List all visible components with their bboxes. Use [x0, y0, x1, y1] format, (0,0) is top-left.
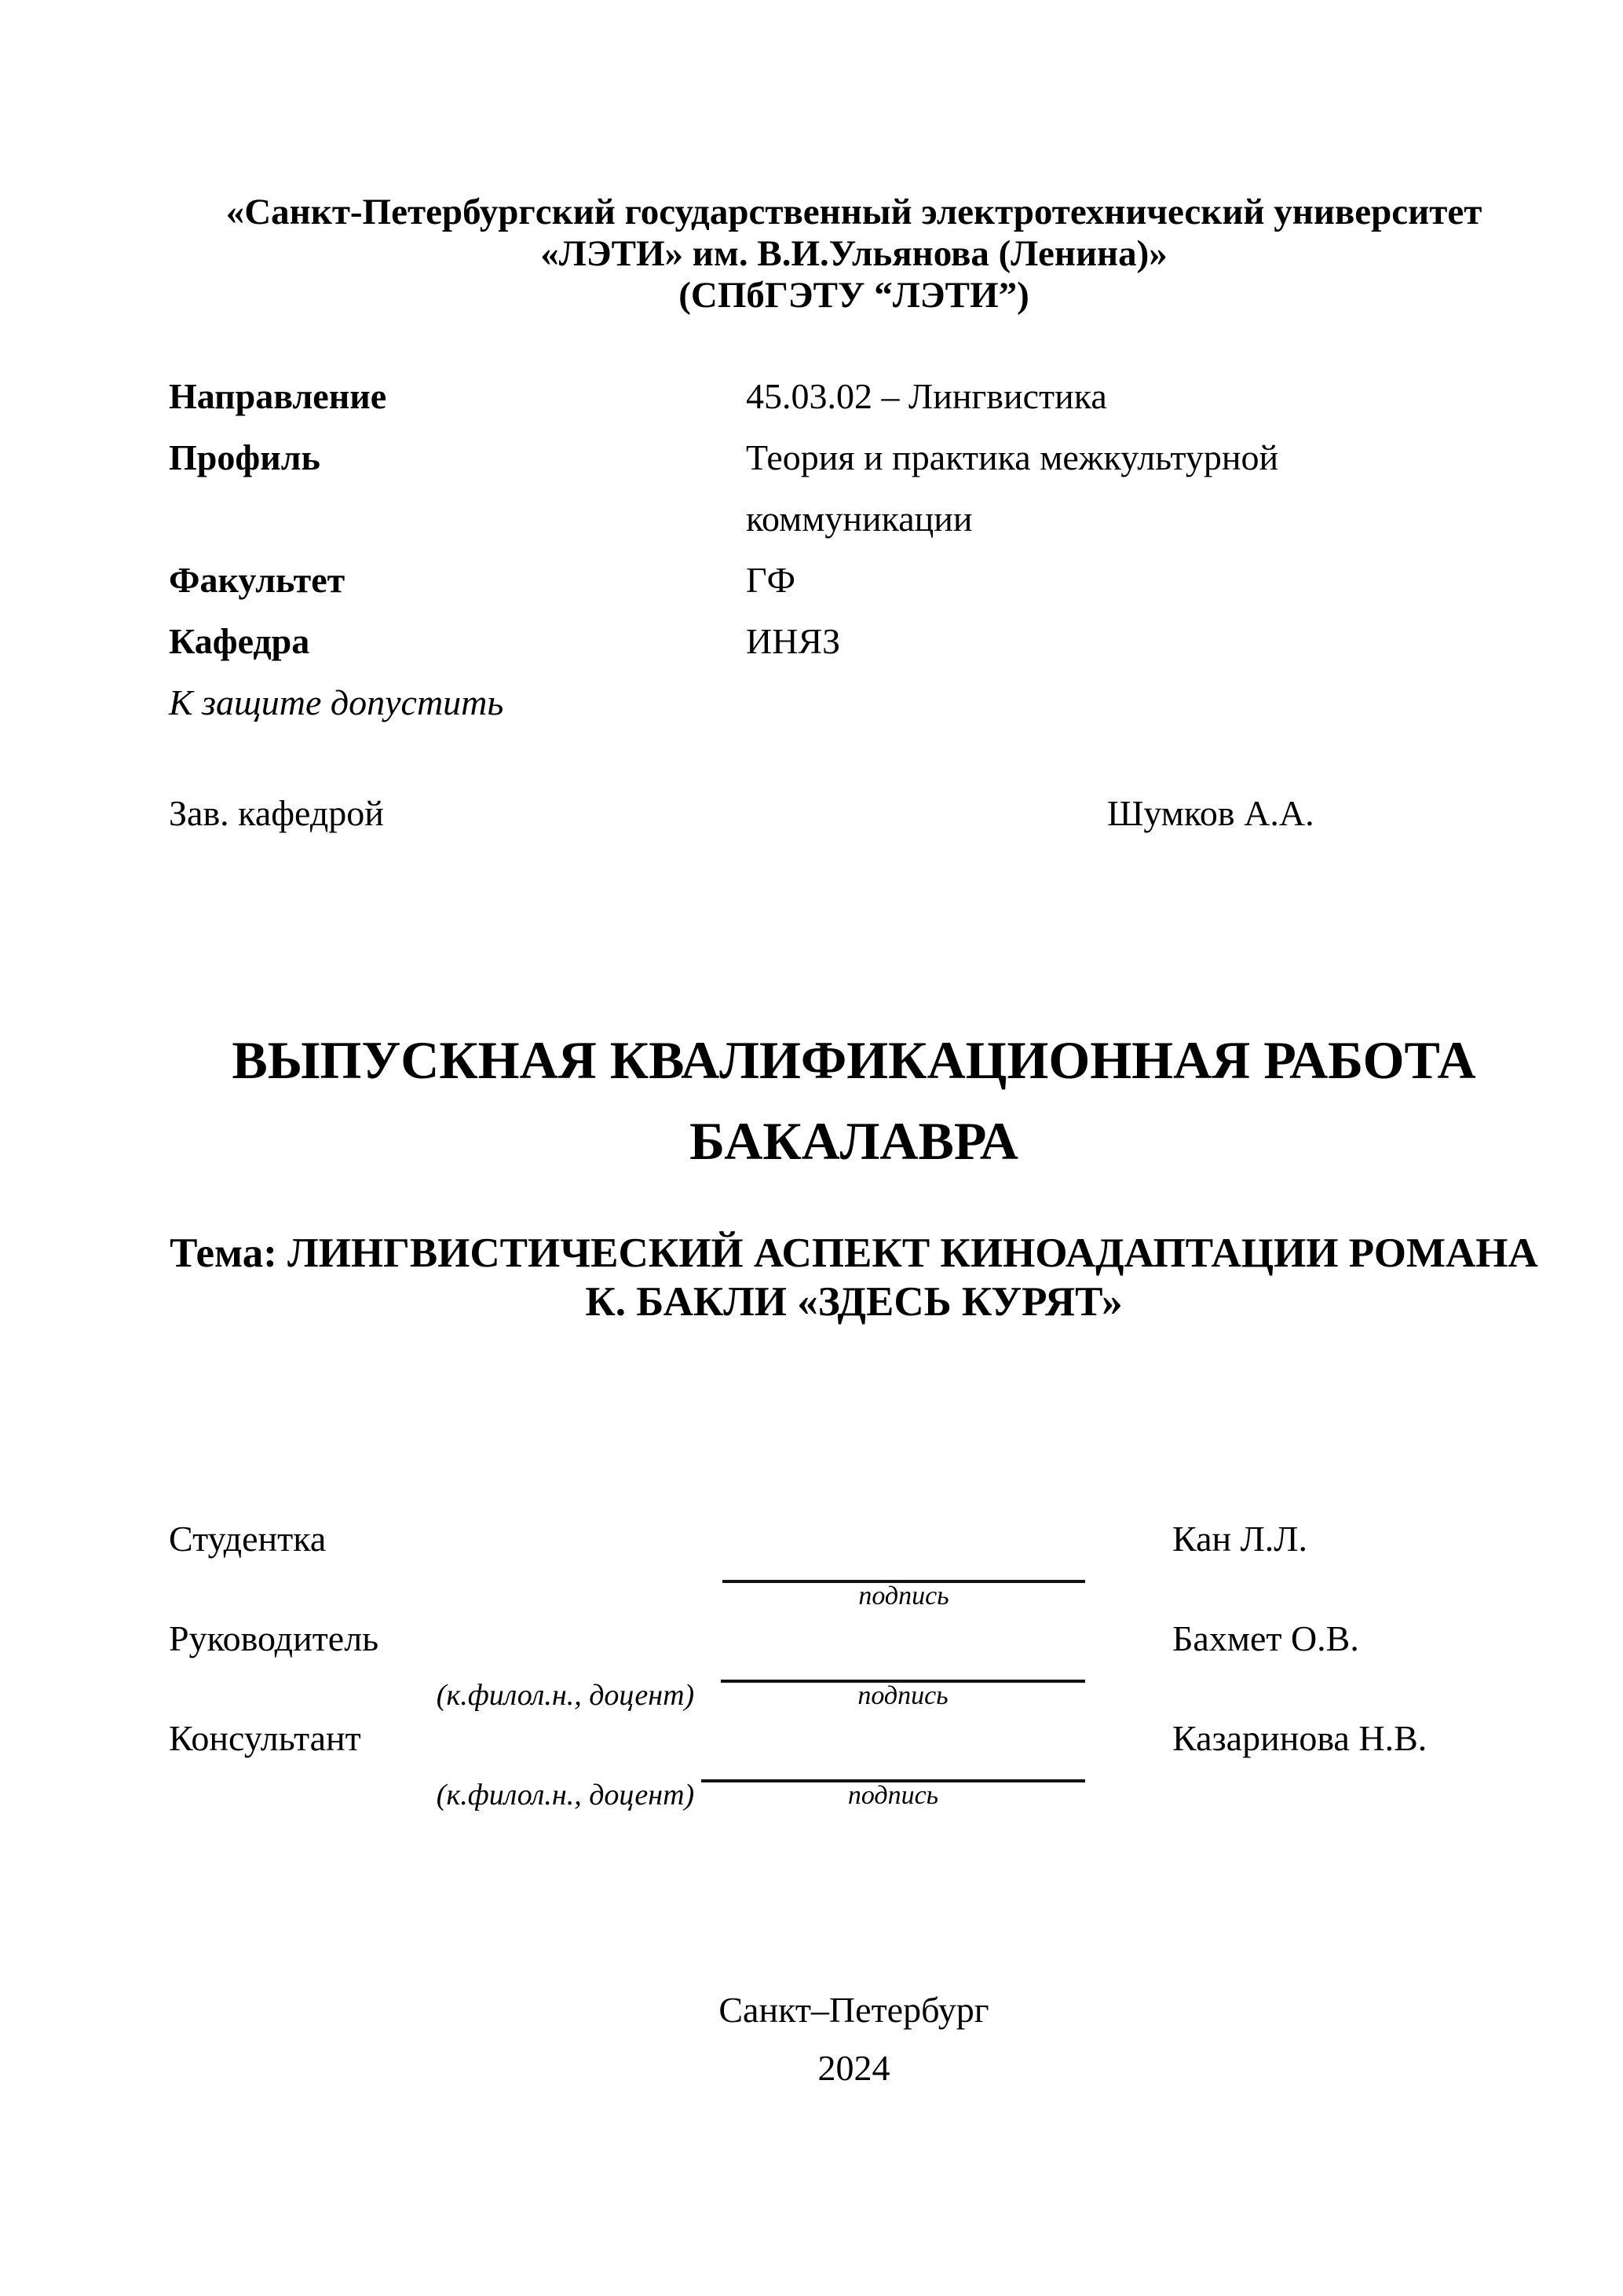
university-header-line2: «ЛЭТИ» им. В.И.Ульянова (Ленина)»	[540, 233, 1168, 274]
signature-role-consultant: Консультант	[169, 1718, 361, 1758]
admission-note: К защите допустить	[169, 682, 504, 722]
field-value-department: ИНЯЗ	[746, 621, 841, 661]
head-of-department-label: Зав. кафедрой	[169, 793, 384, 833]
signature-qualification-consultant: (к.филол.н., доцент)	[436, 1779, 695, 1812]
footer-year: 2024	[817, 2048, 890, 2088]
field-label-department: Кафедра	[169, 621, 310, 661]
signature-caption-supervisor: подпись	[857, 1681, 949, 1710]
signature-caption-student: подпись	[858, 1581, 949, 1610]
head-of-department-name: Шумков А.А.	[1107, 793, 1314, 833]
signature-role-supervisor: Руководитель	[169, 1618, 379, 1658]
university-header-line1: «Санкт-Петербургский государственный электротехнический университет	[225, 192, 1482, 232]
work-title-line2: БАКАЛАВРА	[689, 1111, 1018, 1171]
field-value-profile-line1: Теория и практика межкультурной	[746, 437, 1279, 477]
signature-role-student: Студентка	[169, 1519, 327, 1559]
signature-name-supervisor: Бахмет О.В.	[1172, 1618, 1359, 1658]
field-label-faculty: Факультет	[169, 560, 345, 600]
university-header	[169, 192, 1539, 316]
field-value-faculty: ГФ	[746, 560, 795, 600]
topic-line1: Тема: ЛИНГВИСТИЧЕСКИЙ АСПЕКТ КИНОАДАПТАЦИИ РОМАНА	[170, 1230, 1538, 1276]
signature-name-consultant: Казаринова Н.В.	[1172, 1718, 1427, 1758]
signature-qualification-supervisor: (к.филол.н., доцент)	[436, 1679, 695, 1712]
field-label-profile: Профиль	[169, 437, 320, 477]
university-header-line3: (СПбГЭТУ “ЛЭТИ”)	[678, 275, 1029, 316]
topic	[169, 1229, 1539, 1326]
signature-name-student: Кан Л.Л.	[1172, 1519, 1308, 1559]
topic-line2: К. БАКЛИ «ЗДЕСЬ КУРЯТ»	[585, 1279, 1123, 1325]
signature-caption-consultant: подпись	[847, 1781, 939, 1810]
work-title	[169, 1020, 1539, 1182]
footer-city: Санкт–Петербург	[718, 1990, 989, 2030]
field-value-direction: 45.03.02 – Лингвистика	[746, 376, 1107, 416]
field-value-profile-line2: коммуникации	[746, 499, 973, 539]
field-label-direction: Направление	[169, 376, 387, 416]
work-title-line1: ВЫПУСКНАЯ КВАЛИФИКАЦИОННАЯ РАБОТА	[232, 1030, 1476, 1090]
